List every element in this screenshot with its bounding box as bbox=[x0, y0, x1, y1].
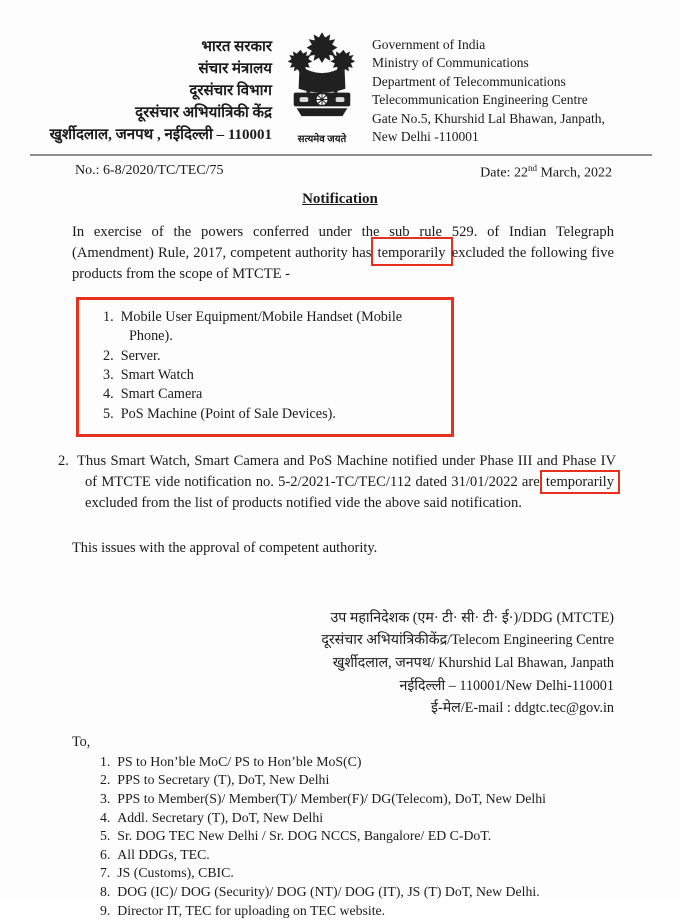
hindi-address-block bbox=[30, 30, 272, 146]
recipient-item: Addl. Secretary (T), DoT, New Delhi bbox=[117, 809, 324, 825]
letterhead bbox=[0, 30, 680, 146]
signature-line: खुर्शीदलाल, जनपथ/ Khurshid Lal Bhawan, Janpath bbox=[332, 655, 614, 672]
signature-line: दूरसंचार अभियांत्रिकीकेंद्र/Telecom Engineering Centre bbox=[321, 632, 614, 649]
signature-line: उप महानिदेशक (एम· टी· सी· टी· ई·)/DDG (MTCTE) bbox=[330, 609, 614, 626]
paragraph-2-number: 2. bbox=[58, 452, 69, 469]
paragraph-2-text: excluded from the list of products notified vide the above said notification. bbox=[85, 494, 522, 511]
signature-line: ई-मेल/E-mail : ddgtc.tec@gov.in bbox=[431, 700, 614, 717]
header-divider bbox=[30, 154, 652, 156]
paragraph-2 bbox=[58, 451, 616, 514]
recipient-item: JS (Customs), CBIC. bbox=[117, 865, 234, 881]
red-annotation-box: temporarily bbox=[371, 237, 453, 266]
hindi-line: संचार मंत्रालय bbox=[198, 61, 272, 77]
approval-line: This issues with the approval of competent authority. bbox=[72, 539, 378, 556]
signature-block bbox=[0, 607, 614, 720]
red-annotation-box: temporarily bbox=[540, 470, 620, 494]
recipient-item: All DDGs, TEC. bbox=[117, 846, 210, 862]
page-title: Notification bbox=[302, 191, 378, 208]
recipient-item: Director IT, TEC for uploading on TEC website. bbox=[117, 902, 386, 918]
hindi-line: दूरसंचार विभाग bbox=[189, 83, 272, 99]
product-item: Mobile User Equipment/Mobile Handset (Mobile Phone). bbox=[120, 309, 403, 345]
recipient-item: PPS to Member(S)/ Member(T)/ Member(F)/ DG(Telecom), DoT, New Delhi bbox=[117, 791, 546, 807]
national-emblem bbox=[272, 30, 372, 145]
paragraph-2-text: Thus Smart Watch, Smart Camera and PoS Machine notified under Phase III and Phase IV of MTCTE vide notification no. 5-2/2021-TC/TEC/112 dated 31/01/2022 are bbox=[76, 452, 616, 490]
hindi-line: खुर्शीदलाल, जनपथ , नईदिल्ली – 110001 bbox=[49, 127, 272, 143]
english-line: Government of India bbox=[372, 37, 486, 52]
excluded-products-list bbox=[85, 308, 441, 424]
signature-line: नईदिल्ली – 110001/New Delhi-110001 bbox=[399, 677, 614, 694]
product-item: Smart Watch bbox=[120, 366, 194, 383]
recipients-list bbox=[100, 753, 640, 920]
recipient-item: DOG (IC)/ DOG (Security)/ DOG (NT)/ DOG (IT), JS (T) DoT, New Delhi. bbox=[117, 884, 540, 899]
reference-row bbox=[75, 163, 612, 182]
paragraph-1-text: In exercise of the powers conferred under the sub rule 529. of Indian Telegraph (Amendment) Rule, 2017, competent authority has bbox=[72, 224, 614, 262]
english-line: Department of Telecommunications bbox=[372, 73, 566, 89]
excluded-products-red-box bbox=[76, 297, 454, 437]
paragraph-1-text: excluded the following five products from the scope of MTCTE - bbox=[72, 245, 614, 283]
english-line: Ministry of Communications bbox=[372, 55, 529, 71]
english-address-block bbox=[372, 30, 652, 146]
recipient-item: Sr. DOG TEC New Delhi / Sr. DOG NCCS, Bangalore/ ED C-DoT. bbox=[117, 828, 492, 844]
india-emblem-icon bbox=[283, 30, 361, 130]
product-item: Server. bbox=[120, 347, 161, 364]
to-label: To, bbox=[72, 733, 91, 750]
product-item: PoS Machine (Point of Sale Devices). bbox=[120, 405, 336, 422]
paragraph-1 bbox=[72, 222, 614, 285]
recipient-item: PPS to Secretary (T), DoT, New Delhi bbox=[117, 772, 330, 788]
emblem-motto: सत्यमेव जयते bbox=[297, 134, 347, 145]
document-date: Date: 22nd March, 2022 bbox=[480, 163, 612, 182]
hindi-line: भारत सरकार bbox=[201, 39, 272, 55]
hindi-line: दूरसंचार अभियांत्रिकी केंद्र bbox=[135, 105, 272, 121]
product-item: Smart Camera bbox=[120, 386, 203, 403]
english-line: New Delhi -110001 bbox=[372, 129, 479, 145]
reference-number: No.: 6-8/2020/TC/TEC/75 bbox=[75, 163, 224, 179]
english-line: Telecommunication Engineering Centre bbox=[372, 92, 588, 108]
recipient-item: PS to Hon’ble MoC/ PS to Hon’ble MoS(C) bbox=[117, 753, 362, 769]
english-line: Gate No.5, Khurshid Lal Bhawan, Janpath, bbox=[372, 110, 605, 126]
